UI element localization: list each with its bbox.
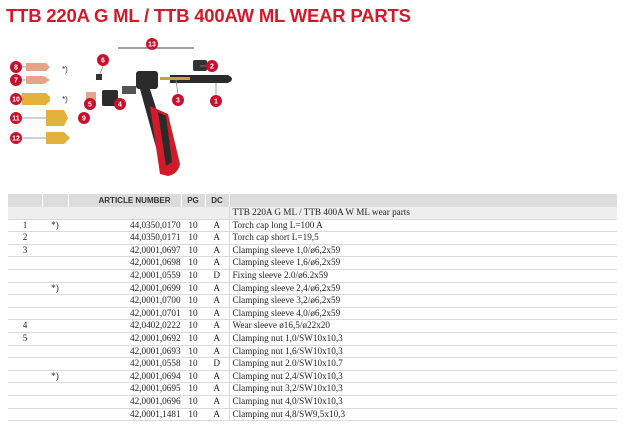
row-article-number: 42,0001,0559 (68, 269, 181, 282)
row-description: Torch cap long L=100 A (229, 219, 617, 232)
row-article-number: 42,0001,0694 (68, 370, 181, 383)
svg-text:13: 13 (148, 41, 156, 49)
row-article-number: 44,0350,0170 (68, 219, 181, 232)
row-position: 5 (8, 332, 42, 345)
row-position (8, 345, 42, 358)
callout-4 (114, 98, 126, 110)
row-dc: A (205, 370, 229, 383)
page-title: TTB 220A G ML / TTB 400AW ML WEAR PARTS (6, 5, 411, 26)
row-description: Clamping sleeve 2,4/ø6,2x59 (229, 282, 617, 295)
row-description: Clamping nut 1,6/SW10x10,3 (229, 345, 617, 358)
table-row (8, 257, 617, 270)
row-article-number: 42,0001,0700 (68, 295, 181, 308)
svg-text:6: 6 (101, 57, 105, 65)
row-note (42, 320, 68, 333)
header-article-number: ARTICLE NUMBER (68, 194, 181, 207)
table-row (8, 408, 617, 421)
svg-text:5: 5 (88, 101, 92, 109)
insulator-11-shape (46, 110, 68, 126)
row-note (42, 358, 68, 371)
row-position (8, 295, 42, 308)
nozzle-8-shape (26, 63, 50, 71)
row-pg: 10 (181, 282, 205, 295)
table-row (8, 295, 617, 308)
row-pg: 10 (181, 383, 205, 396)
row-pg: 10 (181, 332, 205, 345)
note-mark-2: *) (62, 95, 68, 104)
row-pg: 10 (181, 244, 205, 257)
table-row (8, 383, 617, 396)
header-note (42, 194, 68, 207)
parts-table (8, 194, 618, 421)
callout-9 (78, 112, 90, 124)
row-pg: 10 (181, 395, 205, 408)
adapter-12-shape (46, 132, 70, 144)
header-dc: DC (205, 194, 229, 207)
row-pg: 10 (181, 269, 205, 282)
table-header-row (8, 194, 617, 207)
row-note (42, 395, 68, 408)
row-article-number: 42,0001,0696 (68, 395, 181, 408)
callout-2 (206, 60, 218, 72)
header-pos (8, 194, 42, 207)
row-note: *) (42, 370, 68, 383)
table-row (8, 232, 617, 245)
nozzle-7-shape (26, 76, 50, 84)
row-description: Clamping sleeve 3,2/ø6,2x59 (229, 295, 617, 308)
table-row (8, 244, 617, 257)
small-part-6-shape (96, 74, 102, 80)
row-dc: A (205, 383, 229, 396)
row-pg: 10 (181, 320, 205, 333)
gas-lens-10-shape (22, 93, 50, 105)
table-row (8, 282, 617, 295)
torch-cap-short-shape (193, 60, 207, 71)
row-description: Clamping sleeve 4,0/ø6,2x59 (229, 307, 617, 320)
row-position (8, 408, 42, 421)
torch-head-shape (136, 71, 158, 89)
row-position (8, 269, 42, 282)
row-pg: 10 (181, 408, 205, 421)
row-article-number: 42,0001,0701 (68, 307, 181, 320)
svg-text:4: 4 (118, 101, 122, 109)
row-description: Clamping sleeve 1,0/ø6,2x59 (229, 244, 617, 257)
torch-exploded-diagram (0, 34, 260, 190)
table-row (8, 320, 617, 333)
row-note (42, 332, 68, 345)
row-article-number: 42,0001,0558 (68, 358, 181, 371)
row-pg: 10 (181, 370, 205, 383)
row-description: Clamping nut 3,2/SW10x10,3 (229, 383, 617, 396)
header-pg: PG (181, 194, 205, 207)
row-note (42, 232, 68, 245)
row-position: 3 (8, 244, 42, 257)
row-pg: 10 (181, 345, 205, 358)
row-position: 4 (8, 320, 42, 333)
electrode-shape (160, 77, 190, 80)
row-dc: A (205, 244, 229, 257)
row-article-number: 42,0001,0693 (68, 345, 181, 358)
note-mark: *) (62, 65, 68, 74)
row-note (42, 257, 68, 270)
row-dc: D (205, 269, 229, 282)
table-row (8, 370, 617, 383)
row-note (42, 408, 68, 421)
row-description: Fixing sleeve 2.0/ø6.2x59 (229, 269, 617, 282)
callout-5 (84, 98, 96, 110)
row-article-number: 42,0001,0699 (68, 282, 181, 295)
row-note (42, 345, 68, 358)
callout-6 (97, 54, 109, 66)
row-position (8, 257, 42, 270)
table-row (8, 358, 617, 371)
row-note: *) (42, 219, 68, 232)
row-description: Clamping sleeve 1,6/ø6,2x59 (229, 257, 617, 270)
row-dc: A (205, 257, 229, 270)
row-article-number: 42,0001,0692 (68, 332, 181, 345)
row-dc: A (205, 345, 229, 358)
row-note: *) (42, 282, 68, 295)
row-position: 2 (8, 232, 42, 245)
callout-8 (10, 61, 22, 73)
row-article-number: 42,0402,0222 (68, 320, 181, 333)
callout-11 (10, 112, 22, 124)
row-description: Clamping nut 1,0/SW10x10,3 (229, 332, 617, 345)
callout-10 (10, 93, 22, 105)
table-row (8, 269, 617, 282)
row-description: Clamping nut 4,0/SW10x10,3 (229, 395, 617, 408)
row-dc: A (205, 282, 229, 295)
svg-text:1: 1 (214, 98, 218, 106)
row-pg: 10 (181, 358, 205, 371)
row-position (8, 395, 42, 408)
row-dc: D (205, 358, 229, 371)
row-note (42, 307, 68, 320)
svg-text:9: 9 (82, 115, 86, 123)
row-pg: 10 (181, 307, 205, 320)
row-dc: A (205, 408, 229, 421)
callout-7 (10, 74, 22, 86)
row-pg: 10 (181, 219, 205, 232)
svg-text:10: 10 (12, 96, 20, 104)
row-position (8, 282, 42, 295)
row-description: Clamping nut 4,8/SW9,5x10,3 (229, 408, 617, 421)
table-row (8, 332, 617, 345)
row-pg: 10 (181, 257, 205, 270)
callout-12 (10, 132, 22, 144)
row-article-number: 42,0001,0697 (68, 244, 181, 257)
row-note (42, 244, 68, 257)
svg-text:12: 12 (12, 135, 20, 143)
svg-text:8: 8 (14, 64, 18, 72)
table-row (8, 307, 617, 320)
parts-table-wrap (8, 194, 617, 421)
row-note (42, 295, 68, 308)
row-position: 1 (8, 219, 42, 232)
svg-text:7: 7 (14, 77, 18, 85)
row-dc: A (205, 332, 229, 345)
callout-1 (210, 95, 222, 107)
row-position (8, 358, 42, 371)
row-article-number: 42,0001,1481 (68, 408, 181, 421)
row-article-number: 42,0001,0695 (68, 383, 181, 396)
row-dc: A (205, 395, 229, 408)
svg-text:3: 3 (176, 97, 180, 105)
svg-text:11: 11 (12, 115, 20, 123)
table-row (8, 395, 617, 408)
row-description: Wear sleeve ø16,5/ø22x20 (229, 320, 617, 333)
row-note (42, 269, 68, 282)
section-label: TTB 220A G ML / TTB 400A W ML wear parts (229, 207, 617, 219)
row-dc: A (205, 219, 229, 232)
row-dc: A (205, 295, 229, 308)
row-position (8, 307, 42, 320)
row-article-number: 44,0350,0171 (68, 232, 181, 245)
row-position (8, 370, 42, 383)
sleeve-shape (122, 86, 136, 94)
row-position (8, 383, 42, 396)
row-dc: A (205, 320, 229, 333)
row-article-number: 42,0001,0698 (68, 257, 181, 270)
callout-3 (172, 94, 184, 106)
row-description: Clamping nut 2.0/SW10x10.7 (229, 358, 617, 371)
svg-text:2: 2 (210, 63, 214, 71)
row-dc: A (205, 232, 229, 245)
header-description (229, 194, 617, 207)
row-description: Torch cap short L=19,5 (229, 232, 617, 245)
row-pg: 10 (181, 232, 205, 245)
table-row (8, 345, 617, 358)
row-note (42, 383, 68, 396)
row-description: Clamping nut 2,4/SW10x10,3 (229, 370, 617, 383)
row-dc: A (205, 307, 229, 320)
table-row (8, 219, 617, 232)
section-row (8, 207, 617, 219)
row-pg: 10 (181, 295, 205, 308)
